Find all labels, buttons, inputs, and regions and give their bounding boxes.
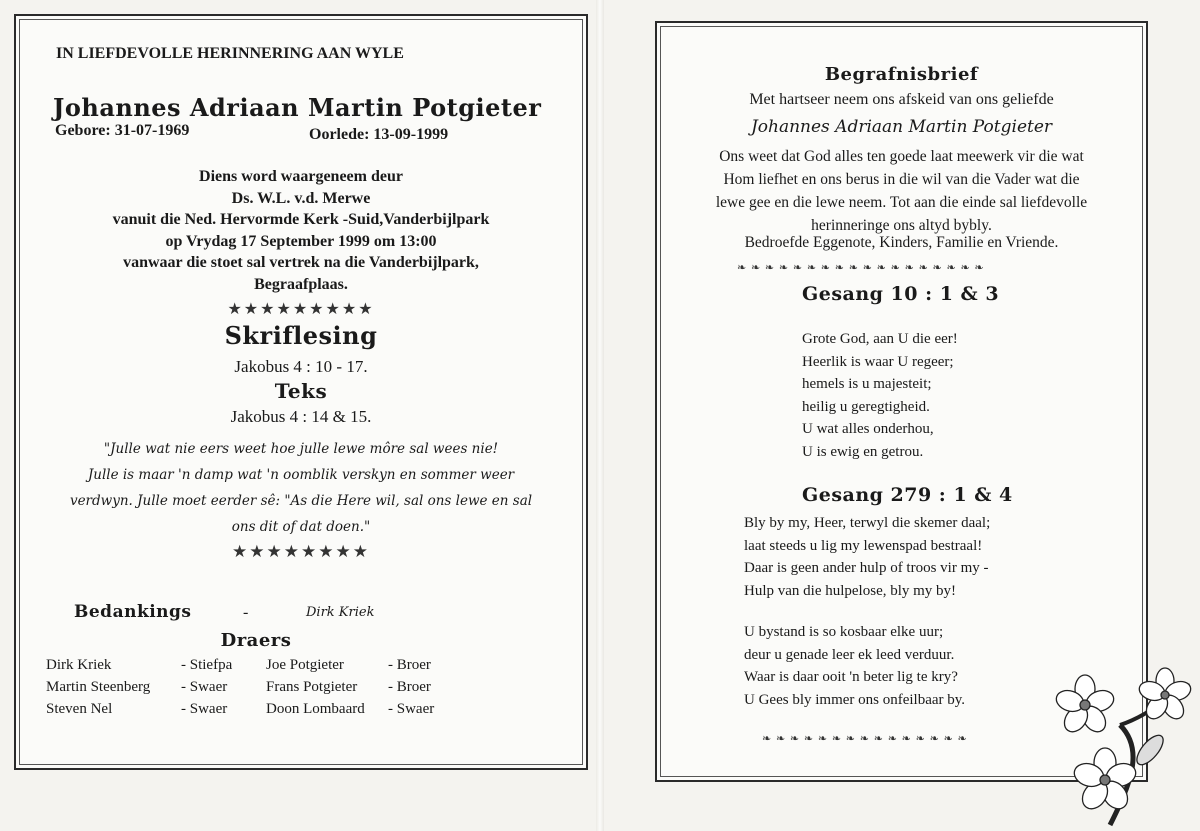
reading-heading: Skriflesing: [224, 321, 378, 350]
lyric-line: U Gees bly immer ons onfeilbaar by.: [744, 691, 966, 708]
bearer-name: Doon Lombaard: [266, 701, 365, 717]
verse-line: "Julle wat nie eers weet hoe julle lewe môre sal wees nie!: [103, 441, 499, 457]
lyric-line: heilig u geregtigheid.: [802, 398, 930, 415]
service-line: op Vrydag 17 September 1999 om 13:00: [165, 232, 437, 250]
hymn2-verse2: [744, 621, 965, 711]
service-line: vanuit die Ned. Hervormde Kerk -Suid,Vanderbijlpark: [112, 211, 490, 228]
letter-line: herinneringe ons altyd bybly.: [811, 217, 992, 234]
page-fold: [596, 0, 604, 831]
bearer-name: Dirk Kriek: [46, 657, 112, 673]
lyric-line: Hulp van die hulpelose, bly my by!: [744, 582, 957, 599]
bearer-relation: - Broer: [388, 657, 431, 673]
bearer-relation: - Stiefpa: [181, 657, 233, 673]
flower-decoration-icon: [1050, 655, 1200, 831]
bearer-relation: - Swaer: [181, 679, 228, 695]
memorial-heading: IN LIEFDEVOLLE HERINNERING AAN WYLE: [56, 45, 404, 62]
bearer-relation: - Swaer: [388, 701, 435, 717]
lyric-line: U is ewig en getrou.: [802, 443, 924, 460]
service-line: Diens word waargeneem deur: [199, 168, 403, 185]
verse-line: ons dit of dat doen.": [231, 519, 371, 535]
thanks-label: Bedankings: [74, 602, 192, 622]
verse-line: verdwyn. Julle moet eerder sê: "As die Here wil, sal ons lewe en sal: [69, 493, 533, 509]
letter-line: Hom liefhet en ons berus in die wil van die Vader wat die: [723, 171, 1080, 188]
service-details: [16, 166, 586, 295]
letter-line: lewe gee en die lewe neem. Tot aan die einde sal liefdevolle: [715, 194, 1088, 211]
deceased-name: Johannes Adriaan Martin Potgieter: [53, 93, 542, 122]
lyric-line: Waar is daar ooit 'n beter lig te kry?: [744, 669, 958, 685]
bearer-name: Steven Nel: [46, 701, 113, 717]
hymn2-title: Gesang 279 : 1 & 4: [802, 484, 1013, 506]
reading-reference: Jakobus 4 : 10 - 17.: [234, 357, 368, 376]
hymn1-title: Gesang 10 : 1 & 3: [802, 283, 1000, 305]
text-reference: Jakobus 4 : 14 & 15.: [230, 407, 372, 426]
thanks-dash: -: [243, 604, 249, 621]
bearer-name: Frans Potgieter: [266, 679, 358, 695]
ornament-divider-top: ❧ ❧ ❧ ❧ ❧ ❧ ❧ ❧ ❧ ❧ ❧ ❧ ❧ ❧ ❧ ❧ ❧ ❧: [737, 262, 985, 274]
letter-intro: Met hartseer neem ons afskeid van ons geliefde: [749, 91, 1054, 108]
stars-divider-top: ★★★★★★★★★: [227, 301, 375, 318]
death-date: Oorlede: 13-09-1999: [309, 126, 449, 143]
text-heading: Teks: [274, 379, 328, 403]
letter-name: Johannes Adriaan Martin Potgieter: [750, 117, 1053, 137]
lyric-line: U bystand is so kosbaar elke uur;: [744, 624, 944, 640]
letter-line: Ons weet dat God alles ten goede laat meewerk vir die wat: [719, 148, 1084, 165]
letter-heading: Begrafnisbrief: [824, 64, 979, 85]
scripture-verse: [26, 436, 576, 540]
lyric-line: Daar is geen ander hulp of troos vir my -: [744, 560, 989, 576]
bearer-name: Joe Potgieter: [266, 657, 344, 673]
lyric-line: laat steeds u lig my lewenspad bestraal!: [744, 537, 983, 554]
hymn2-verse1: [744, 512, 990, 602]
lyric-line: U wat alles onderhou,: [802, 421, 934, 437]
service-line: vanwaar die stoet sal vertrek na die Vanderbijlpark,: [123, 254, 479, 271]
service-line: Ds. W.L. v.d. Merwe: [231, 189, 371, 207]
thanks-name: Dirk Kriek: [306, 605, 375, 620]
hymn1-lyrics: [802, 328, 958, 463]
bearer-relation: - Broer: [388, 679, 431, 695]
service-line: Begraafplaas.: [254, 275, 348, 293]
lyric-line: Bly by my, Heer, terwyl die skemer daal;: [744, 515, 991, 531]
lyric-line: deur u genade leer ek leed verduur.: [744, 646, 955, 663]
verse-line: Julle is maar 'n damp wat 'n oomblik verskyn en sommer weer: [87, 467, 515, 483]
ornament-divider-bottom: ❧ ❧ ❧ ❧ ❧ ❧ ❧ ❧ ❧ ❧ ❧ ❧ ❧ ❧ ❧: [762, 733, 968, 745]
bearer-relation: - Swaer: [181, 701, 228, 717]
stars-divider-bottom: ★★★★★★★★: [232, 542, 370, 561]
bearer-name: Martin Steenberg: [46, 679, 151, 695]
bearers-heading: Draers: [220, 630, 292, 651]
lyric-line: hemels is u majesteit;: [802, 376, 932, 392]
lyric-line: Grote God, aan U die eer!: [802, 331, 958, 347]
letter-body: [657, 145, 1146, 237]
birth-date: Gebore: 31-07-1969: [55, 122, 190, 139]
lyric-line: Heerlik is waar U regeer;: [802, 353, 954, 370]
memorial-panel: [14, 14, 588, 770]
letter-signature: Bedroefde Eggenote, Kinders, Familie en Vriende.: [744, 234, 1059, 251]
